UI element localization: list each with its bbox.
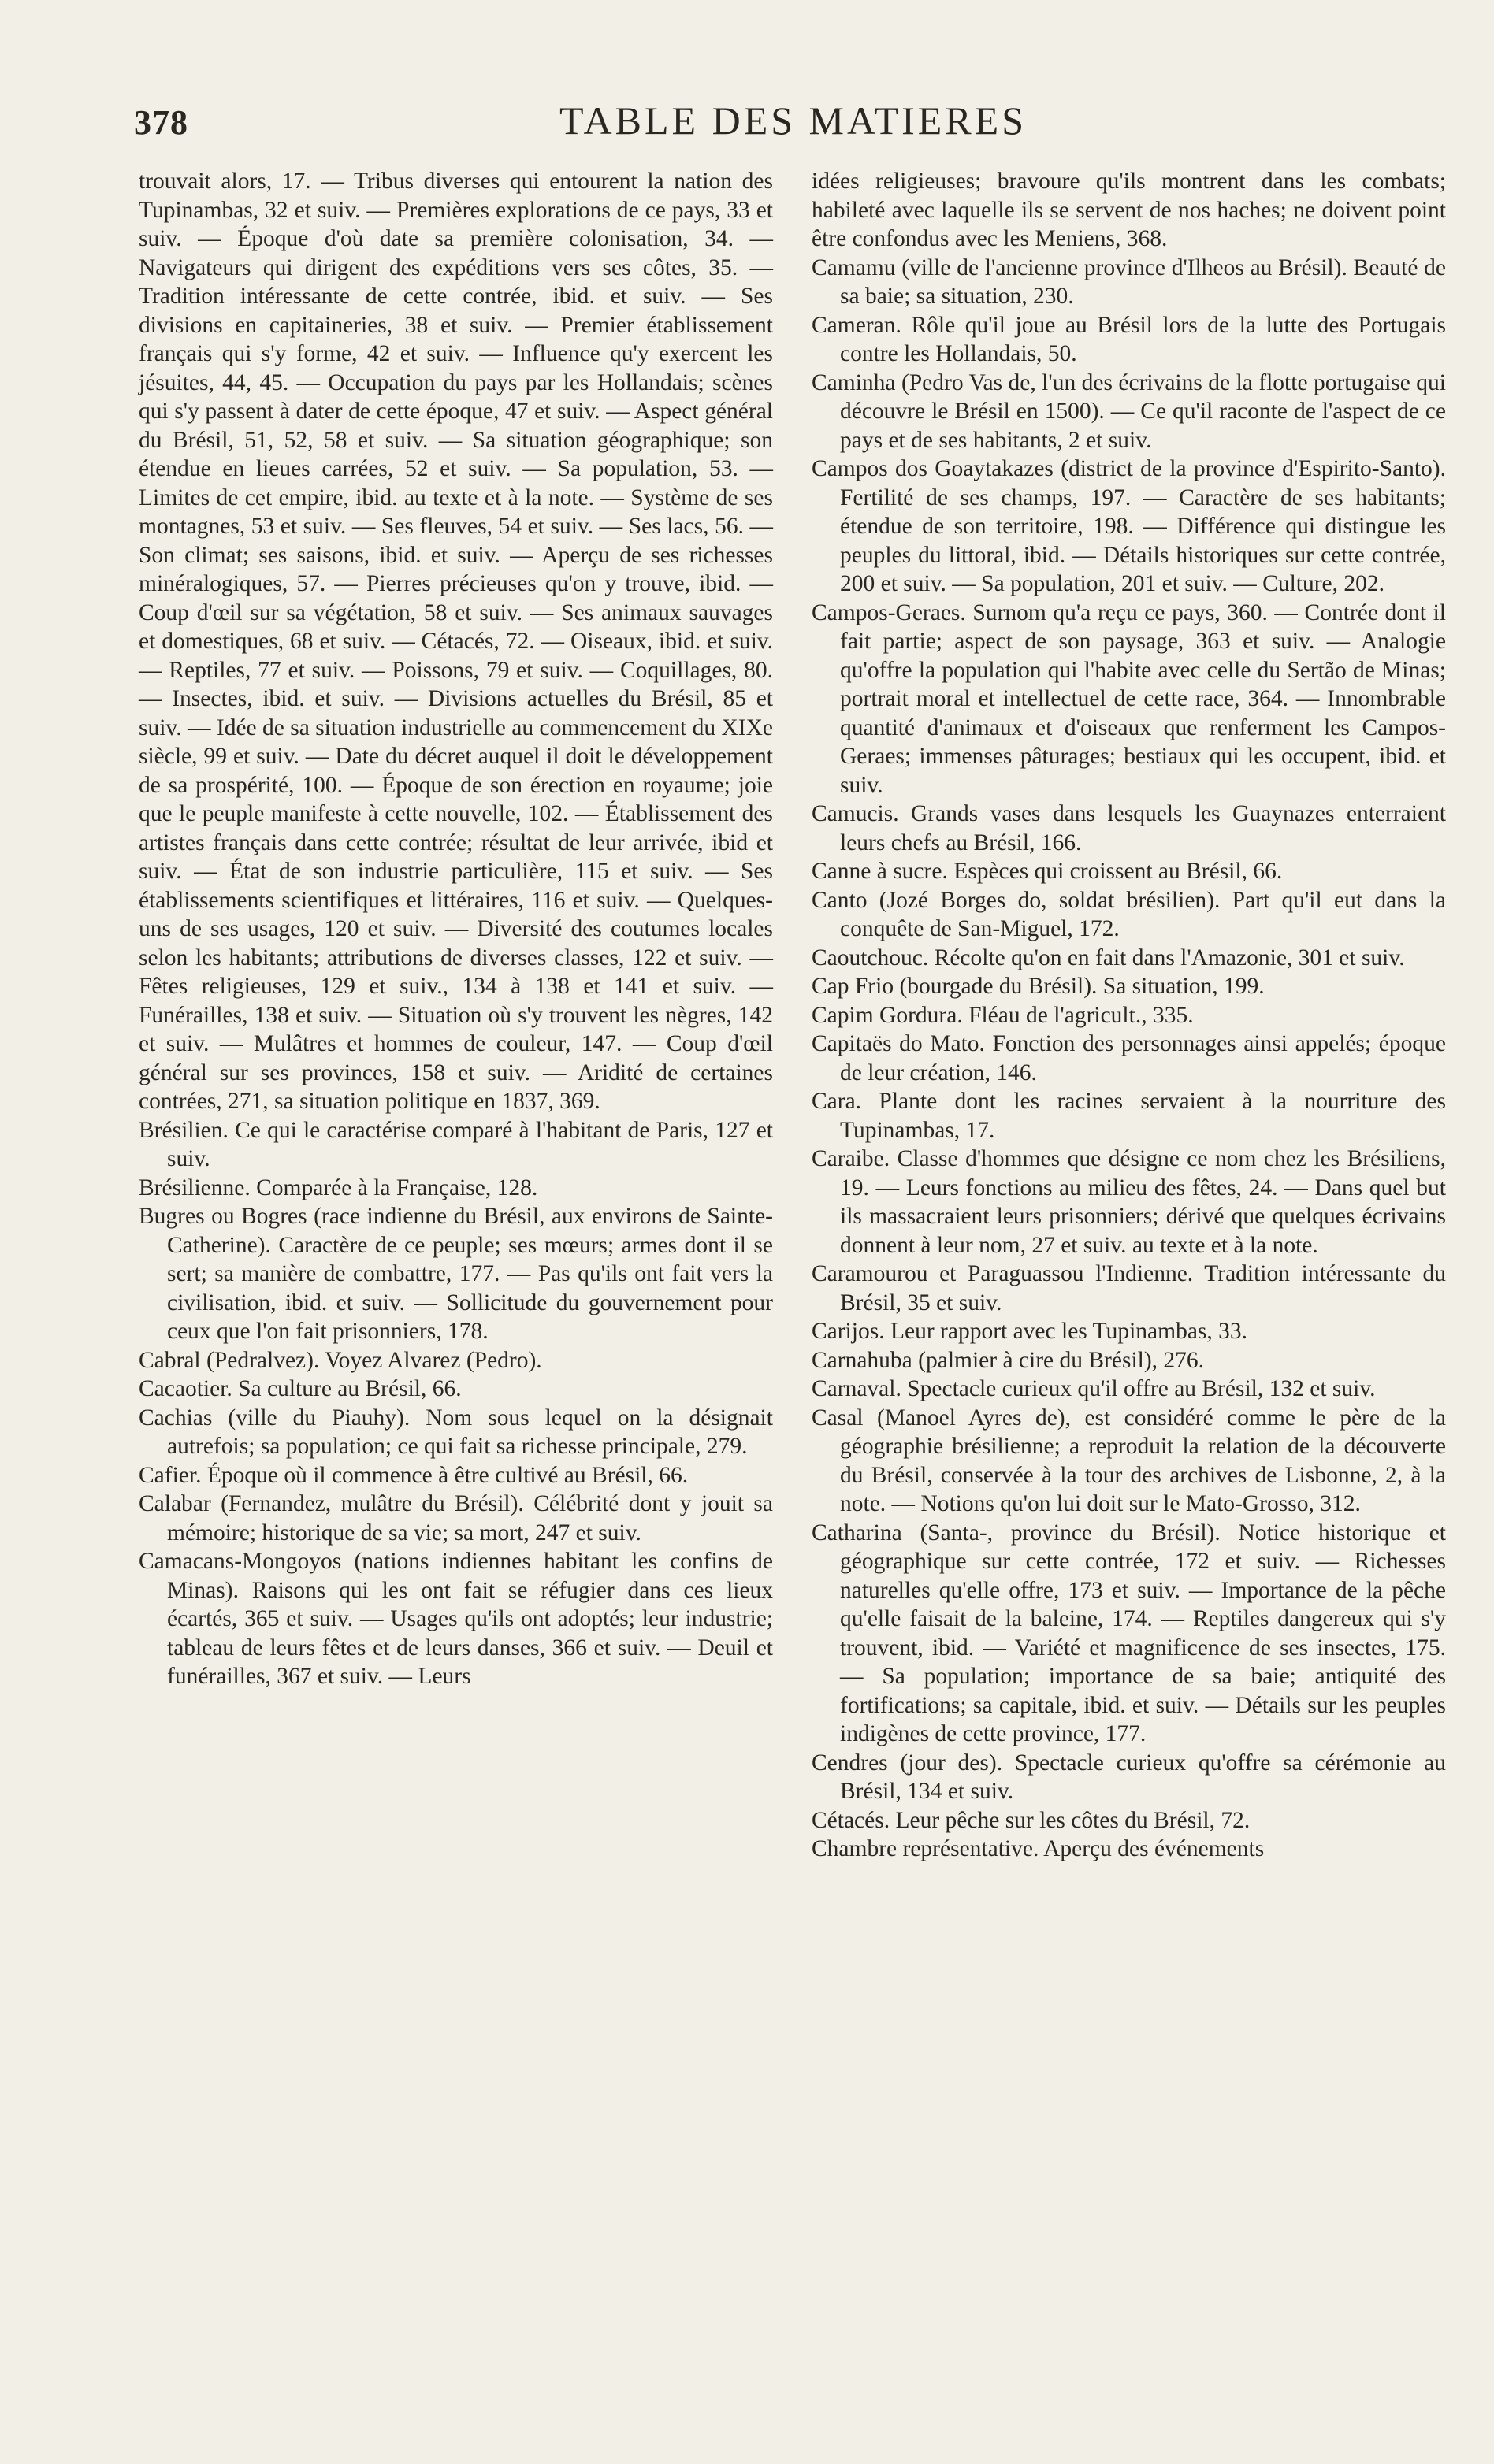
index-entry: Capim Gordura. Fléau de l'agricult., 335.: [812, 1002, 1194, 1028]
index-entry: Cafier. Époque où il commence à être cultivé au Brésil, 66.: [139, 1462, 689, 1488]
index-entry: Caraibe. Classe d'hommes que désigne ce nom chez les Brésiliens, 19. — Leurs fonctions au milieu des fêtes, 24. — Dans quel but ils massacraient leurs prisonniers; dérivé que quelques écrivains donnent à leur nom, 27 et suiv. au texte et à la note.: [812, 1146, 1446, 1258]
index-entry: Carnaval. Spectacle curieux qu'il offre au Brésil, 132 et suiv.: [812, 1376, 1376, 1401]
left-column: [139, 167, 773, 1691]
page-header: [134, 95, 1458, 150]
index-entry: idées religieuses; bravoure qu'ils montrent dans les combats; habileté avec laquelle ils se servent de nos haches; ne doivent point être confondus avec les Meniens, 368.: [812, 169, 1446, 251]
index-entry: Camacans-Mongoyos (nations indiennes habitant les confins de Minas). Raisons qui les ont fait se réfugier dans ces lieux écartés, 365 et suiv. — Usages qu'ils ont adoptés; leur industrie; tableau de leurs fêtes et de leurs danses, 366 et suiv. — Deuil et funérailles, 367 et suiv. — Leurs: [139, 1549, 773, 1689]
index-entry: Caoutchouc. Récolte qu'on en fait dans l'Amazonie, 301 et suiv.: [812, 944, 1405, 970]
index-entry: Camamu (ville de l'ancienne province d'Ilheos au Brésil). Beauté de sa baie; sa situation, 230.: [812, 254, 1446, 309]
running-title: TABLE DES MATIERES: [559, 98, 1027, 143]
index-entry: Cara. Plante dont les racines servaient à la nourriture des Tupinambas, 17.: [812, 1089, 1446, 1143]
index-entry: Caramourou et Paraguassou l'Indienne. Tradition intéressante du Brésil, 35 et suiv.: [812, 1261, 1446, 1315]
index-entry: Cabral (Pedralvez). Voyez Alvarez (Pedro).: [139, 1347, 542, 1373]
index-entry: Cap Frio (bourgade du Brésil). Sa situation, 199.: [812, 974, 1265, 999]
index-entry: trouvait alors, 17. — Tribus diverses qui entourent la nation des Tupinambas, 32 et suiv. — Premières explorations de ce pays, 33 et suiv. — Époque d'où date sa première colonisation, 34. — Navigateurs qui dirigent des expéditions vers ses côtes, 35. — Tradition intéressante de cette contrée, ibid. et suiv. — Ses divisions en capitaineries, 38 et suiv. — Premier établissement français qui s'y forme, 42 et suiv. — Influence qu'y exercent les jésuites, 44, 45. — Occupation du pays par les Hollandais; scènes qui s'y passent à dater de cette époque, 47 et suiv. — Aspect général du Brésil, 51, 52, 58 et suiv. — Sa situation géographique; son étendue en lieues carrées, 52 et suiv. — Sa population, 53. — Limites de cet empire, ibid. au texte et à la note. — Système de ses montagnes, 53 et suiv. — Ses fleuves, 54 et suiv. — Ses lacs, 56. — Son climat; ses saisons, ibid. et suiv. — Aperçu de ses richesses minéralogiques, 57. — Pierres précieuses qu'on y trouve, ibid. — Coup d'œil sur sa végétation, 58 et suiv. — Ses animaux sauvages et domestiques, 68 et suiv. — Cétacés, 72. — Oiseaux, ibid. et suiv. — Reptiles, 77 et suiv. — Poissons, 79 et suiv. — Coquillages, 80. — Insectes, ibid. et suiv. — Divisions actuelles du Brésil, 85 et suiv. — Idée de sa situation industrielle au commencement du XIXe siècle, 99 et suiv. — Date du décret auquel il doit le développement de sa prospérité, 100. — Époque de son érection en royaume; joie que le peuple manifeste à cette nouvelle, 102. — Établissement des artistes français dans cette contrée; résultat de leur arrivée, ibid et suiv. — État de son industrie particulière, 115 et suiv. — Ses établissements scientifiques et littéraires, 116 et suiv. — Quelques-uns de ses usages, 120 et suiv. — Diversité des coutumes locales selon les habitants; attributions de diverses classes, 122 et suiv. — Fêtes religieuses, 129 et suiv., 134 à 138 et 141 et suiv. — Funérailles, 138 et suiv. — Situation où s'y trouvent les nègres, 142 et suiv. — Mulâtres et hommes de couleur, 147. — Coup d'œil général sur ses provinces, 158 et suiv. — Aridité de certaines contrées, 271, sa situation politique en 1837, 369.: [139, 169, 774, 1114]
index-entry: Cacaotier. Sa culture au Brésil, 66.: [139, 1376, 462, 1401]
index-entry: Canto (Jozé Borges do, soldat brésilien). Part qu'il eut dans la conquête de San-Miguel, 172.: [812, 887, 1446, 941]
index-entry: Casal (Manoel Ayres de), est considéré comme le père de la géographie brésilienne; a reproduit la relation de la découverte du Brésil, conservée à la tour des archives de Lisbonne, 2, à la note. — Notions qu'on lui doit sur le Mato-Grosso, 312.: [812, 1405, 1446, 1516]
index-entry: Brésilien. Ce qui le caractérise comparé à l'habitant de Paris, 127 et suiv.: [139, 1117, 773, 1171]
right-column: [812, 167, 1446, 1864]
index-entry: Camucis. Grands vases dans lesquels les Guaynazes enterraient leurs chefs au Brésil, 166.: [812, 801, 1446, 855]
index-entry: Cendres (jour des). Spectacle curieux qu'offre sa cérémonie au Brésil, 134 et suiv.: [812, 1750, 1446, 1804]
index-entry: Brésilienne. Comparée à la Française, 128.: [139, 1174, 538, 1200]
page-number: 378: [134, 103, 188, 142]
index-entry: Cachias (ville du Piauhy). Nom sous lequel on la désignait autrefois; sa population; ce qui fait sa richesse principale, 279.: [139, 1405, 773, 1459]
index-entry: Carnahuba (palmier à cire du Brésil), 276.: [812, 1347, 1205, 1373]
index-entry: Cétacés. Leur pêche sur les côtes du Brésil, 72.: [812, 1807, 1251, 1833]
index-entry: Catharina (Santa-, province du Brésil). Notice historique et géographique sur cette contrée, 172 et suiv. — Richesses naturelles qu'elle offre, 173 et suiv. — Importance de la pêche qu'elle faisait de la baleine, 174. — Reptiles dangereux qui s'y trouvent, ibid. — Variété et magnificence de ses insectes, 175. — Sa population; importance de sa baie; antiquité des fortifications; sa capitale, ibid. et suiv. — Détails sur les peuples indigènes de cette province, 177.: [812, 1520, 1446, 1746]
index-entry: Capitaës do Mato. Fonction des personnages ainsi appelés; époque de leur création, 146.: [812, 1031, 1446, 1085]
index-entry: Campos dos Goaytakazes (district de la province d'Espirito-Santo). Fertilité de ses champs, 197. — Caractère de ses habitants; étendue de son territoire, 198. — Différence qui distingue les peuples du littoral, ibid. — Détails historiques sur cette contrée, 200 et suiv. — Sa population, 201 et suiv. — Culture, 202.: [812, 456, 1446, 596]
index-entry: Cameran. Rôle qu'il joue au Brésil lors de la lutte des Portugais contre les Hollandais, 50.: [812, 312, 1446, 366]
index-entry: Canne à sucre. Espèces qui croissent au Brésil, 66.: [812, 859, 1283, 884]
index-entry: Chambre représentative. Aperçu des événements: [812, 1836, 1265, 1861]
index-entry: Campos-Geraes. Surnom qu'a reçu ce pays, 360. — Contrée dont il fait partie; aspect de son paysage, 363 et suiv. — Analogie qu'offre la population qui l'habite avec celle du Sertão de Minas; portrait moral et intellectuel de cette race, 364. — Innombrable quantité d'animaux et d'oiseaux que renferment les Campos-Geraes; immenses pâturages; bestiaux qui les occupent, ibid. et suiv.: [812, 599, 1446, 798]
index-entry: Caminha (Pedro Vas de, l'un des écrivains de la flotte portugaise qui découvre le Brésil en 1500). — Ce qu'il raconte de l'aspect de ce pays et de ses habitants, 2 et suiv.: [812, 369, 1446, 453]
index-entry: Carijos. Leur rapport avec les Tupinambas, 33.: [812, 1319, 1248, 1344]
index-entry: Calabar (Fernandez, mulâtre du Brésil). Célébrité dont y jouit sa mémoire; historique de sa vie; sa mort, 247 et suiv.: [139, 1491, 773, 1546]
index-entry: Bugres ou Bogres (race indienne du Brésil, aux environs de Sainte-Catherine). Caractère de ce peuple; ses mœurs; armes dont il se sert; sa manière de combattre, 177. — Pas qu'ils ont fait vers la civilisation, ibid. et suiv. — Sollicitude du gouvernement pour ceux que l'on fait prisonniers, 178.: [139, 1204, 773, 1344]
